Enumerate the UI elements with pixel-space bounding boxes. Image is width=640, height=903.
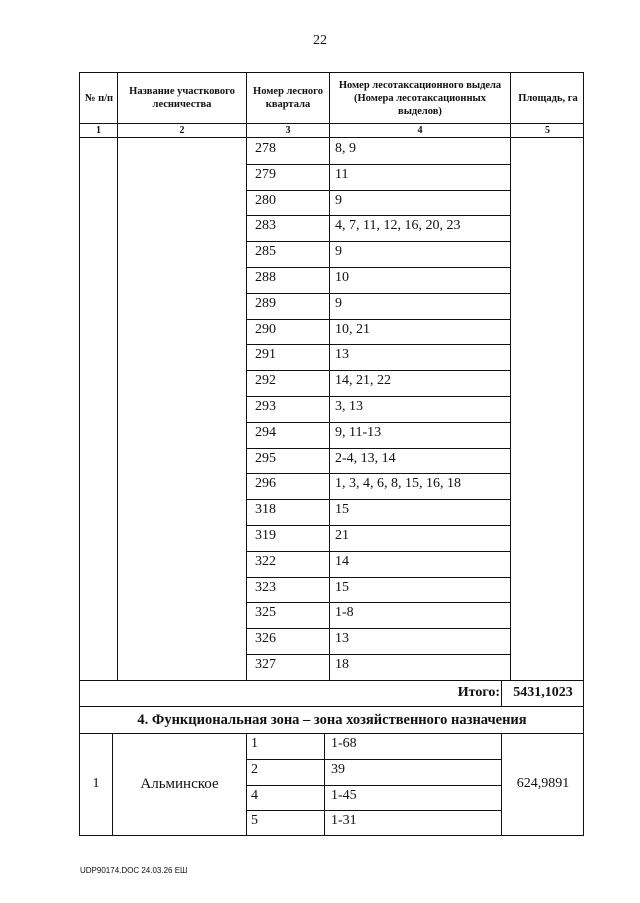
row-divider (246, 396, 510, 397)
zone-row-divider (246, 810, 501, 811)
zone-row-subcompartments: 39 (331, 761, 345, 777)
total-value: 5431,1023 (513, 685, 573, 700)
row-subcompartments: 13 (335, 631, 349, 647)
row-block-number: 294 (255, 424, 276, 440)
row-divider (246, 190, 510, 191)
zone-number: 1 (92, 776, 100, 791)
zone-row-divider (246, 759, 501, 760)
row-block-number: 296 (255, 476, 276, 492)
zone-row-block-number: 5 (251, 813, 258, 829)
colnum-3: 3 (285, 125, 291, 136)
row-subcompartments: 9, 11-13 (335, 424, 382, 440)
colnum-5: 5 (545, 125, 550, 136)
row-block-number: 318 (255, 502, 276, 518)
row-divider (246, 293, 510, 294)
row-divider (246, 628, 510, 629)
colnum-4: 4 (417, 125, 423, 136)
zone-forestry-name: Альминское (140, 776, 219, 792)
row-subcompartments: 10 (335, 270, 349, 285)
colnum-1: 1 (96, 125, 101, 136)
row-divider (246, 499, 510, 500)
zone-row-block-number: 4 (251, 787, 258, 803)
row-block-number: 295 (255, 450, 276, 466)
row-block-number: 280 (255, 192, 276, 208)
row-block-number: 279 (255, 166, 276, 182)
row-block-number: 290 (255, 321, 276, 337)
row-subcompartments: 9 (335, 192, 342, 208)
row-block-number: 326 (255, 631, 276, 647)
row-subcompartments: 14, 21, 22 (335, 373, 391, 389)
row-subcompartments: 8, 9 (335, 141, 356, 156)
row-subcompartments: 15 (335, 502, 349, 518)
row-subcompartments: 14 (335, 553, 349, 569)
zone-row-block-number: 1 (251, 736, 258, 751)
zone-row-subcompartments: 1-31 (331, 813, 357, 829)
row-block-number: 293 (255, 399, 276, 414)
zone-row-subcompartments: 1-68 (331, 736, 357, 751)
row-subcompartments: 1, 3, 4, 6, 8, 15, 16, 18 (335, 476, 461, 492)
header-number: № п/п (84, 92, 114, 104)
row-subcompartments: 9 (335, 244, 342, 260)
row-block-number: 283 (255, 218, 276, 234)
colnum-2: 2 (179, 125, 185, 136)
row-block-number: 291 (255, 347, 276, 363)
total-label: Итого: (457, 685, 500, 700)
row-divider (246, 267, 510, 268)
row-block-number: 288 (255, 270, 276, 285)
row-subcompartments: 11 (335, 166, 349, 182)
row-block-number: 319 (255, 528, 276, 543)
row-divider (246, 241, 510, 242)
row-block-number: 327 (255, 657, 276, 672)
header-block-number: Номер лесного квартала (253, 86, 323, 110)
row-subcompartments: 2-4, 13, 14 (335, 450, 396, 466)
row-subcompartments: 10, 21 (335, 321, 370, 337)
row-divider (246, 551, 510, 552)
header-subcompartment-number: Номер лесотаксационного выдела (Номера лесотаксационных выделов) (338, 79, 502, 117)
row-block-number: 322 (255, 553, 276, 569)
row-divider (246, 525, 510, 526)
zone-row-subcompartments: 1-45 (331, 787, 357, 803)
row-subcompartments: 13 (335, 347, 349, 363)
row-subcompartments: 4, 7, 11, 12, 16, 20, 23 (335, 218, 461, 234)
row-divider (246, 344, 510, 345)
zone-row-divider (246, 785, 501, 786)
row-divider (246, 654, 510, 655)
col-divider-4 (510, 72, 511, 681)
zone-area: 624,9891 (516, 776, 570, 791)
col-divider-1 (117, 72, 118, 681)
header-forestry-name: Название участкового лесничества (129, 86, 235, 110)
row-subcompartments: 1-8 (335, 605, 354, 621)
row-block-number: 278 (255, 141, 276, 156)
colnum-bottom-line (79, 137, 584, 138)
zone-row-block-number: 2 (251, 761, 258, 777)
row-subcompartments: 18 (335, 657, 349, 672)
row-subcompartments: 21 (335, 528, 349, 543)
row-divider (246, 164, 510, 165)
page-number: 22 (313, 33, 327, 48)
row-block-number: 325 (255, 605, 276, 621)
row-subcompartments: 15 (335, 579, 349, 595)
row-block-number: 323 (255, 579, 276, 595)
row-block-number: 285 (255, 244, 276, 260)
section-title: 4. Функциональная зона – зона хозяйственного назначения (137, 712, 527, 728)
row-block-number: 292 (255, 373, 276, 389)
row-divider (246, 602, 510, 603)
row-subcompartments: 3, 13 (335, 399, 363, 414)
row-block-number: 289 (255, 295, 276, 311)
document-footer: UDP90174.DOC 24.03.26 ЕШ (80, 866, 188, 875)
row-divider (246, 319, 510, 320)
row-subcompartments: 9 (335, 295, 342, 311)
header-area: Площадь, га (518, 92, 578, 104)
row-divider (246, 577, 510, 578)
